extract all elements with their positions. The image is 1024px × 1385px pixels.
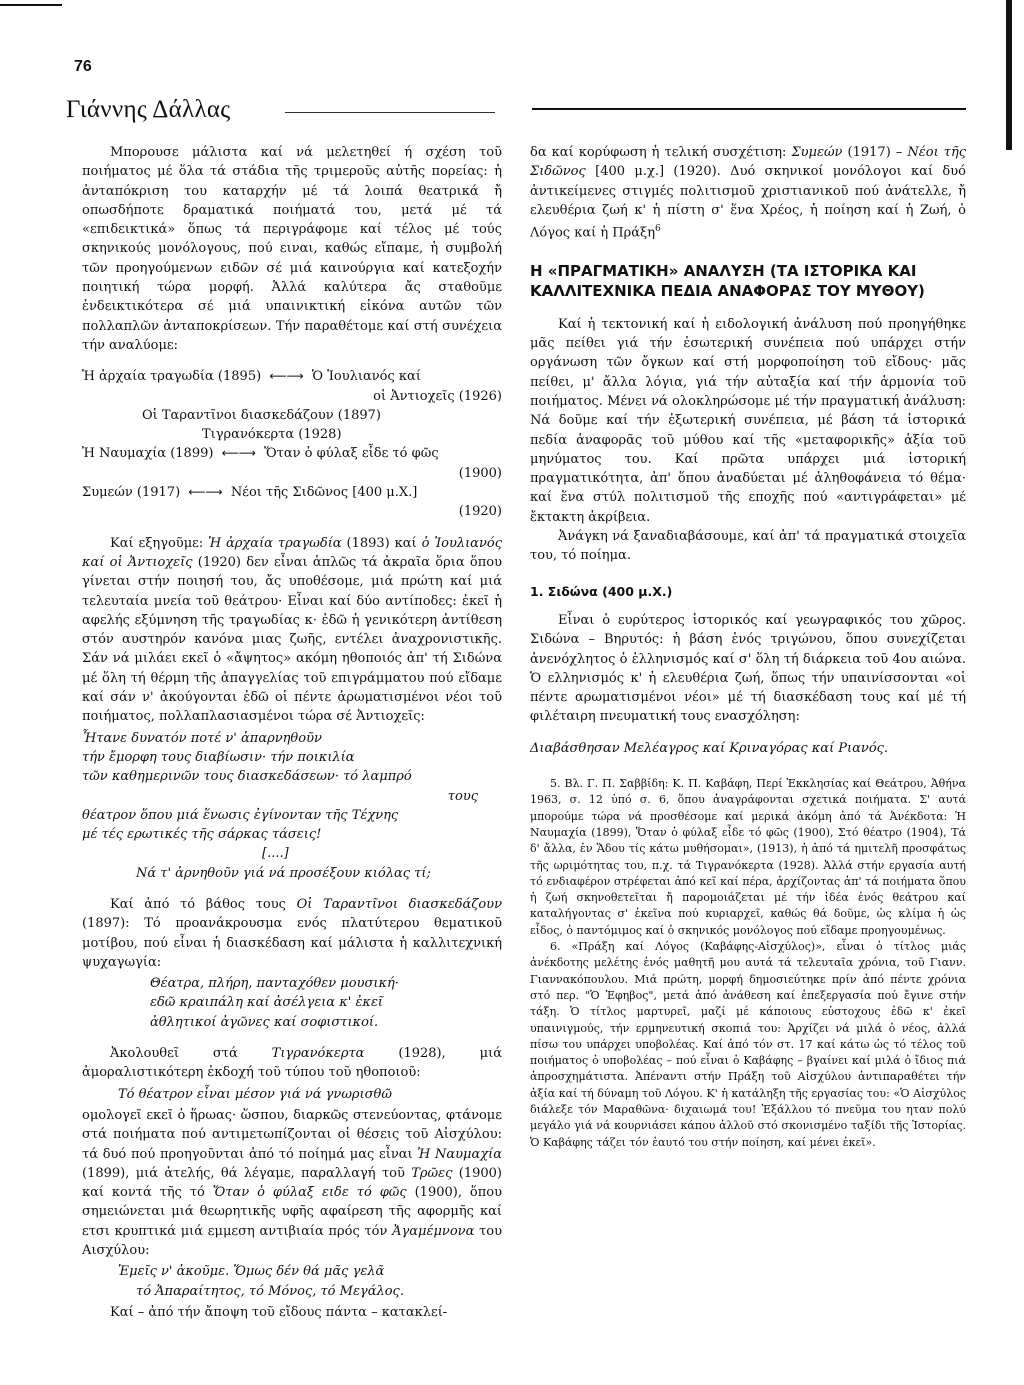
pair-continuation: (1900) xyxy=(458,465,502,481)
paragraph xyxy=(82,1044,502,1083)
pair-row xyxy=(82,367,502,386)
footnotes xyxy=(530,776,966,1151)
title-italic: Ἀγαμέμνονα xyxy=(392,1223,475,1239)
text: Καί εξηγοῦμε: xyxy=(110,535,209,551)
verse-line: τήν ἔμορφη τους διαβίωσιν· τήν ποικιλία xyxy=(82,749,355,765)
paragraph: Ἀνάγκη νά ξαναδιαβάσουμε, καί ἀπ' τά πραγματικά στοιχεῖα του, τό ποίημα. xyxy=(530,529,966,564)
verse-line: τῶν καθημερινῶν τους διασκεδάσεων· τό λαμπρό xyxy=(82,769,412,785)
header-rule-left xyxy=(285,112,495,113)
text: Καί ἀπό τό βάθος τους xyxy=(110,896,297,912)
paragraph xyxy=(82,534,502,727)
pair-left: Οἱ Ταραντῖνοι διασκεδάζουν (1897) xyxy=(142,407,381,423)
pair-continuation: Τιγρανόκερτα (1928) xyxy=(202,427,342,443)
verse-line: Θέατρα, πλήρη, πανταχόθεν μουσική· xyxy=(150,976,399,992)
paragraph: Μπορουσε μάλιστα καί νά μελετηθεί ή σχέση τοῦ ποιήματος μέ ὅλα τά στάδια τῆς τριμεροῦς αὐτῆς πορείας: ἡ ἀνταπόκριση του καταρχήν μέ τά λοιπά θεατρικά ἤ οπωσδήποτε δραματικά ποιήματά του, μετά μέ τά «επιδεικτικά» ὅπως τά περιγράφομε καί τέλος μέ τούς σκηνικούς μονόλογους, πού ειναι, καθώς εἴπαμε, ἡ συμβολή τῶν προηγούμενων ειδῶν σέ μιά καινούργια καί κατεξοχήν ποιητική τώρα μορφή. Ἀλλά καλύτερα ἄς σταθοῦμε ἐνδεικτικότερα σέ μιά υπαινικτική εἰκόνα αυτῶν τῶν πολλαπλῶν ἀνταποκρίσεων. Τήν παραθέτομε καί στή συνέχεια τήν αναλύομε: xyxy=(82,145,502,353)
footnote-marker: 6 xyxy=(655,224,661,235)
text: (1893) καί xyxy=(341,535,422,551)
title-italic: Τιγρανόκερτα xyxy=(271,1046,365,1062)
footnote: 6. «Πράξη καί Λόγος (Καβάφης-Αἰσχύλος)», εἶναι ὁ τίτλος μιάς ἀνέκδοτης μελέτης ἑνός μαθητῆ μου αυτά τά τελευταῖα χρόνια, τοῦ Γιανν. Γιαννακόπουλου. Μιά πρώτη, μορφή δημοσιεύτηκε πρίν ἀπό πέντε χρόνια στό περ. "Ὁ Ἐφηβος", μετά ἀπό ἀνάθεση καί ἐπεξεργασία πού ἔγινε στήν τάξη. Ὁ τίτλος μαρτυρεῖ, μαζί μέ κάποιους εὐστοχους ἐδῶ κ' ἐκεῖ υπαινιγμούς, τήν ερμηνευτική σκοπιά του: Ἀρχίζει νά μιλά ὁ νέος, ἀλλά πίσω του υπάρχει υποβολέας. Καί ἀπό τόν στ. 17 καί κάτω ὡς τό τέλος τοῦ ποιήματος ὁ υποβολέας – πού εἶναι ὁ Καβάφης – βγαίνει καί μιλά ὁ ἴδιος πιά ἀπροσχημάτιστα. Ἀπέναντι στήν Πράξη τοῦ Αἰσχύλου ἀντιπαραθέτει τήν ἀξία καί τή δύναμη τοῦ Λόγου. Κ' ἡ κατάληξη τῆς εργασίας του: «Ὁ Αἰσχύλος διάλεξε τόν Μαραθῶνα· διχαιωμά του! Ἐξάλλου τό πνεῦμα του ηταν πολύ μεγάλο γιά νά κουρνιάσει κάπου ἀλλοῦ στό σκονισμένο ταξίδι τῆς Ἰστορίας. Ὁ Καβάφης τάζει τόν ἑαυτό του στήν ποίηση, καί μένει ἐκεῖ». xyxy=(530,940,966,1149)
page-number: 76 xyxy=(74,58,92,75)
paragraph xyxy=(530,143,966,243)
subsection-heading: 1. Σιδώνα (400 μ.Χ.) xyxy=(530,583,673,599)
verse-line: μέ τές ερωτικές τῆς σάρκας τάσεις! xyxy=(82,827,322,843)
text: (1900), ὅπου σημειώνεται μιά θεωρητικῆς υφῆς αφαίρεση τῆς αφορμῆς καί ετσι κρυπτικά μιά εμμεση αντιβιαία πρός τόν xyxy=(82,1185,502,1239)
verse-line: εδῶ κραιπάλη καί ἀσέλγεια κ' ἐκεῖ xyxy=(150,995,384,1011)
pair-row xyxy=(82,444,502,463)
right-column xyxy=(530,143,966,1151)
margin-bar xyxy=(1006,0,1012,150)
title-italic: Οἱ Ταραντῖνοι διασκεδάζουν xyxy=(296,896,502,912)
text: (1917) – xyxy=(842,145,908,160)
text: (1899), μιά ἀτελής, θά λέγαμε, παραλλαγή τοῦ xyxy=(82,1165,412,1181)
text: (1897): Τό προανάκρουσμα ενός πλατύτερου θεματικοῦ μοτίβου, πού εἶναι ἡ διασκέδαση καί μάλιστα ἡ καλλιτεχνική ψυχαγωγία: xyxy=(82,916,502,970)
verse-quote: Διαβάσθησαν Μελέαγρος καί Κριναγόρας καί Ριανός. xyxy=(530,740,889,756)
title-italic: Τρῶες xyxy=(411,1165,453,1181)
paragraph: Καί – ἀπό τήν ἄποψη τοῦ εἴδους πάντα – κατακλεί- xyxy=(110,1304,448,1320)
title-italic: Ἡ ἀρχαία τραγωδία xyxy=(208,535,342,551)
verse-line: ἀθλητικοί ἀγῶνες καί σοφιστικοί. xyxy=(150,1014,379,1030)
paragraph xyxy=(82,1106,502,1260)
verse-line: Νά τ' ἀρνηθοῦν γιά νά προσέξουν κιόλας τί; xyxy=(136,865,431,881)
verse-line: [....] xyxy=(262,846,289,862)
poem-quote xyxy=(82,729,502,883)
arrow-icon: ⟵⟶ xyxy=(188,485,223,500)
section-heading: Η «ΠΡΑΓΜΑΤΙΚΗ» ΑΝΑΛΥΣΗ (ΤΑ ΙΣΤΟΡΙΚΑ ΚΑΙ ΚΑΛΛΙΤΕΧΝΙΚΑ ΠΕΔΙΑ ΑΝΑΦΟΡΑΣ ΤΟΥ ΜΥΘΟΥ) xyxy=(530,261,925,300)
pair-continuation: (1920) xyxy=(458,504,502,520)
pair-right: Ὅταν ὁ φύλαξ εἶδε τό φῶς xyxy=(264,446,439,462)
verse-line: Ἦτανε δυνατόν ποτέ ν' ἀπαρνηθοῦν xyxy=(82,730,322,746)
poem-quote xyxy=(82,974,502,1032)
footnote: 5. Βλ. Γ. Π. Σαββίδη: Κ. Π. Καβάφη, Περί Ἐκκλησίας καί Θεάτρου, Ἀθήνα 1963, σ. 12 ὑπό σ. 6, ὅπου ἀναγράφονται σχετικά ποιήματα. Σ' αυτά μπορούμε τώρα νά προσθέσομε καί μερικά ἀκόμη ἀπό τά Ἀνέκδοτα: Ἡ Ναυμαχία (1899), Ὅταν ὁ φύλαξ εἶδε τό φῶς (1900), Στό θέατρο (1904), Τά δ' ἄλλα, ἐν Ἅδου τίς κάτω μυθήσομαι», (1913), ἡ ἀπό τά ημιτελῆ προσφάτως τῆς ωριμότητας του, π.χ. τά Τιγρανόκερτα (1928). Ἀλλά στήν εργασία αυτή τό ενδιαφέρον στρέφεται ἀπό κεῖ καί πέρα, ἀρχίζοντας ἀπ' τά ποιήματα ὅπου ἡ ζωή σκηνοθετεῖται ἤ παρομοιάζεται μέ τήν ἰδέα ἑνός θεάτρου καί καταλήγοντας σ' ἐκεῖνα πού κυριαρχεῖ, καθώς θά δοῦμε, ὡς κλίμα ἡ ὡς εἶδος, ὁ παντόμιμος καί ὁ σκηνικός μονόλογος πού εἴδαμε προηγουμένως. xyxy=(530,777,966,937)
verse-line: θέατρον ὅπου μιά ἕνωσις ἐγίνονταν τῆς Τέχνης xyxy=(82,807,399,823)
running-head: Γιάννης Δάλλας xyxy=(66,96,231,123)
text: (1900) καί κοντά τῆς τό xyxy=(82,1165,502,1201)
text: του Αισχύλου: xyxy=(82,1223,502,1259)
text: ομολογεῖ εκεῖ ὁ ἥρωας· ὥσπου, διαρκῶς στενεύοντας, φτάνομε στά ποιήματα πού αντιμετωπίζονται οἱ θέσεις τοῦ Αἰσχύλου: τά δυό πού προηγοῦνται ἀπό τό ποίημά μας εἶναι xyxy=(82,1107,502,1162)
poem-pairs xyxy=(82,367,502,521)
title-italic: Ἡ Ναυμαχία xyxy=(417,1146,502,1162)
paragraph xyxy=(82,895,502,972)
title-italic: ὁ Ἰουλιανός καί οἱ Ἀντιοχεῖς xyxy=(82,535,502,570)
pair-left: Ἡ ἀρχαία τραγωδία (1895) xyxy=(82,369,262,385)
title-italic: Συμεών xyxy=(791,145,843,160)
top-rule xyxy=(0,4,62,6)
verse-line: τό Ἀπαραίτητος, τό Μόνος, τό Μεγάλος. xyxy=(136,1283,404,1299)
verse-line: τους xyxy=(447,788,478,804)
text: δα καί κορύφωση ἡ τελική συσχέτιση: xyxy=(530,145,792,160)
poem-quote xyxy=(82,1085,502,1104)
text: (1928), μιά ἀμοραλιστικότερη ἐκδοχή τοῦ τύπου τοῦ ηθοποιοῦ: xyxy=(82,1046,502,1081)
pair-row xyxy=(82,483,502,502)
arrow-icon: ⟵⟶ xyxy=(269,369,304,384)
title-italic: Νέοι τῆς Σιδῶνος xyxy=(530,145,967,180)
pair-continuation: οἱ Ἀντιοχεῖς (1926) xyxy=(373,388,502,404)
pair-right: Νέοι τῆς Σιδῶνος [400 μ.Χ.] xyxy=(230,485,418,501)
pair-right: Ὁ Ἰουλιανός καί xyxy=(311,369,421,385)
left-column xyxy=(82,143,502,1322)
header-rule-right xyxy=(532,108,966,110)
paragraph: Εἶναι ὁ ευρύτερος ἱστορικός καί γεωγραφικός του χῶρος. Σιδώνα – Βηρυτός: ἡ βάση ἑνός τριγώνου, ὅπου συνεχίζεται ἀνενόχλητος ὁ ἑλληνισμός καί σ' ὅλη τή διάρκεια τοῦ 4ου αιώνα. Ὁ ελληνισμός κ' ἡ ελευθέρια ζωή, ὅπως τήν υπαινίσσονται «οἱ πέντε αρωματισμένοι νέοι» μέ τή διασκέδαση τους καί μέ τή φιλέταιρη πνευματική τους ενασχόληση: xyxy=(530,612,966,725)
verse-line: Ἐμεῖς ν' ἀκοῦμε. Ὅμως δέν θά μᾶς γελᾶ xyxy=(118,1264,385,1280)
pair-left: Ἡ Ναυμαχία (1899) xyxy=(82,446,214,462)
text: (1920) δεν εἶναι ἁπλῶς τά ἀκραῖα ὅρια ὅπου γίνεται στήν ποιησή του, ἄς υποθέσομε, μιά πρώτη καί μιά τελευταία μνεία τοῦ θεάτρου· Εἶναι καί δύο αντίποδες: ἐκεῖ ἡ αφελής εξύμνηση τῆς τραγωδίας κ· ἐδῶ ἡ γενικότερη ἀντίθεση στόν αυστηρόν κανόνα μιας ζωῆς, εντέλει ἀναχρονιστικῆς. Σάν νά μιλάει εκεῖ ὁ «ἄψητος» ακόμη ηθοποιός ἀπ' τή Σιδώνα μέ ὅλη τή θέρμη τῆς ἀπαγγελίας τοῦ επιγράμματου πού εἴδαμε καί σάν ν' ἀκούγονται ἐδῶ οἱ πέντε ἀρωματισμένοι νέοι τοῦ ποιήματος, πολλαπλασιασμένοι τώρα σέ Ἀντιοχεῖς: xyxy=(82,554,502,725)
title-italic: Ὅταν ὁ φύλαξ ειδε τό φῶς xyxy=(212,1185,407,1201)
text: [400 μ.χ.] (1920). Δυό σκηνικοί μονόλογοι καί δυό ἀντικείμενες στιγμές πολιτισμοῦ χριστιανικοῦ πού ἀνάτελλε, ἤ ελευθέρια ζωή κ' ἡ πίστη σ' ἕνα Χρέος, ἡ ποίηση καί ἡ Ζωή, ὁ Λόγος καί ἡ Πράξη xyxy=(530,164,966,241)
pair-left: Συμεών (1917) xyxy=(82,485,181,501)
poem-quote xyxy=(82,1262,502,1301)
pair-row xyxy=(82,406,502,425)
paragraph: Καί ἡ τεκτονική καί ἡ ειδολογική ἀνάλυση πού προηγήθηκε μᾶς πείθει γιά τήν ἐσωτερική συνέπεια πού υπάρχει στήν οργάνωση τῶν ὄγκων καί στή μορφοποίηση τοῦ εἴδους· μᾶς πείθει, μ' ἄλλα λόγια, γιά τήν αὐταξία καί τήν ἁρμονία τοῦ ποιήματος. Μένει νά ολοκληρώσομε μέ τήν πραγματική ἀνάλυση: Νά δοῦμε καί τήν ἐξωτερική συνέπεια, μέ βάση τά ἱστορικά πεδία ἀναφορᾶς τοῦ μύθου καί τῆς «μεταφορικῆς» ἀξία τοῦ μηνύματος του. Καί πρῶτα υπάρχει μιά ἱστορική πραγματικότητα, ἀπ' ὅπου ἀναδύεται μέ ἀληθοφάνεια τό θέμα· καί ἕνα στύλ πολιτισμοῦ τῆς εποχῆς πού «αντιγράφεται» μέ ἔκτακτη ἀκρίβεια. xyxy=(530,316,966,525)
text: Ἀκολουθεῖ στά xyxy=(110,1046,272,1062)
arrow-icon: ⟵⟶ xyxy=(221,446,256,461)
verse-line: Τό θέατρον εἶναι μέσον γιά νά γνωρισθῶ xyxy=(118,1086,392,1102)
